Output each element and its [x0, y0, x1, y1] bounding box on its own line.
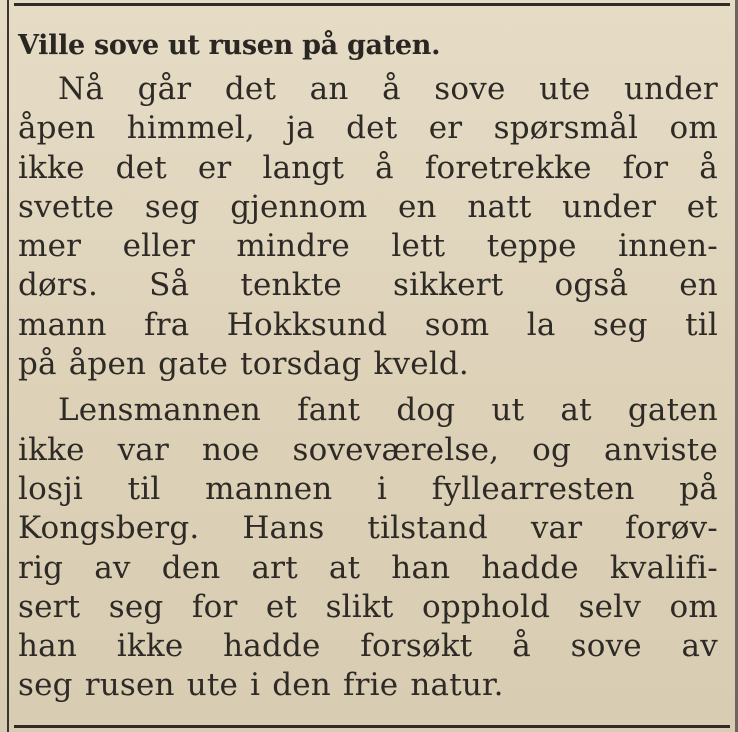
word: Hokksund [226, 306, 388, 343]
word: spørsmål [493, 110, 639, 147]
word: eller [122, 228, 195, 265]
word: en [398, 188, 437, 225]
word: var [117, 431, 170, 468]
word: an [309, 71, 349, 107]
word: Hans [242, 510, 325, 547]
word: mannen [205, 470, 333, 507]
word: kveld. [373, 346, 469, 383]
word: sikkert [392, 267, 504, 304]
word: på [679, 470, 718, 507]
word: til [685, 306, 718, 343]
word: mer [18, 228, 82, 265]
word: seg [108, 588, 164, 625]
word: er [197, 149, 232, 186]
word: seg [18, 667, 73, 704]
word: at [328, 549, 361, 586]
word: for [191, 588, 238, 625]
word: som [424, 306, 490, 343]
word: noe [201, 431, 260, 468]
word: og [532, 431, 572, 468]
text-line [18, 627, 718, 666]
word: han [391, 549, 451, 586]
word: i [250, 667, 261, 704]
word: også [554, 267, 629, 304]
word: hadde [481, 549, 579, 586]
word: til [127, 470, 161, 507]
word: på [18, 346, 57, 383]
word: rig [18, 549, 64, 586]
word: for [622, 149, 669, 186]
word: Lensmannen [58, 392, 261, 429]
word: frie [342, 667, 399, 704]
word: under [562, 188, 657, 225]
word: Så [149, 267, 190, 304]
word: foretrekke [424, 149, 592, 186]
text-line [18, 666, 718, 705]
word: om [669, 588, 718, 625]
word: art [251, 549, 298, 586]
text-line [18, 227, 718, 266]
word: var [530, 510, 583, 547]
word: Nå [58, 71, 105, 107]
word: å [382, 71, 401, 107]
text-line [18, 549, 718, 588]
word: soveværelse, [292, 431, 500, 468]
word: gaten [627, 392, 718, 429]
article [18, 26, 718, 706]
word: fra [144, 306, 190, 343]
top-rule [14, 3, 730, 6]
word: ute [186, 667, 239, 704]
text-line [18, 188, 718, 227]
text-line [18, 431, 718, 470]
word: åpen [18, 110, 96, 147]
word: slikt [325, 588, 394, 625]
word: tenkte [240, 267, 342, 304]
word: gate [158, 346, 229, 383]
word: ikke [18, 149, 85, 186]
text-line [18, 345, 718, 384]
word: om [669, 110, 718, 147]
word: selv [578, 588, 642, 625]
word: han [18, 628, 78, 665]
word: ja [286, 110, 315, 147]
word: natur. [410, 667, 504, 704]
word: mann [18, 306, 107, 343]
word: i [377, 470, 388, 507]
word: forøv- [625, 510, 718, 547]
word: lett [391, 228, 446, 265]
word: fyllearresten [431, 470, 635, 507]
word: torsdag [240, 346, 362, 383]
word: gjennom [230, 188, 368, 225]
word: innen- [618, 228, 718, 265]
word: å [512, 628, 531, 665]
word: anviste [604, 431, 718, 468]
word: Kongsberg. [18, 510, 200, 547]
text-line [18, 109, 718, 148]
word: det [346, 110, 398, 147]
word: forsøkt [360, 628, 473, 665]
text-line [18, 149, 718, 188]
word: sove [434, 71, 506, 107]
text-line [18, 509, 718, 548]
word: å [699, 149, 718, 186]
word: natt [467, 188, 532, 225]
word: går [137, 71, 192, 107]
word: en [679, 267, 718, 304]
word: åpen [68, 346, 147, 383]
word: svette [18, 188, 115, 225]
word: ikke [116, 628, 184, 665]
word: teppe [486, 228, 577, 265]
text-line [18, 470, 718, 509]
word: å [375, 149, 394, 186]
word: mindre [236, 228, 350, 265]
word: dog [396, 392, 456, 429]
word: sert [18, 588, 81, 625]
word: under [624, 71, 718, 107]
word: fant [297, 392, 361, 429]
headline: Ville sove ut rusen på gaten. [18, 30, 441, 61]
bottom-rule [14, 725, 730, 728]
word: opphold [422, 588, 551, 625]
word: rusen [84, 667, 175, 704]
word: av [94, 549, 131, 586]
text-line [18, 70, 718, 109]
word: er [428, 110, 463, 147]
word: langt [262, 149, 345, 186]
word: ikke [18, 431, 85, 468]
word: seg [592, 306, 648, 343]
word: kvalifi- [609, 549, 718, 586]
word: sove [570, 628, 642, 665]
word: himmel, [126, 110, 255, 147]
word: av [681, 628, 718, 665]
text-line [18, 306, 718, 345]
paragraph-gap [18, 384, 718, 391]
text-line [18, 588, 718, 627]
text-line [18, 266, 718, 305]
word: den [161, 549, 221, 586]
word: det [224, 71, 277, 107]
word: ut [491, 392, 525, 429]
word: losji [18, 470, 84, 507]
word: at [560, 392, 592, 429]
word: dørs. [18, 267, 99, 304]
word: det [115, 149, 167, 186]
word: hadde [223, 628, 321, 665]
text-line [18, 391, 718, 430]
left-rule [7, 0, 9, 732]
word: la [526, 306, 556, 343]
word: seg [144, 188, 200, 225]
word: tilstand [367, 510, 488, 547]
word: et [265, 588, 298, 625]
word: ute [539, 71, 591, 107]
paragraph-2 [18, 391, 718, 705]
paragraph-1 [18, 70, 718, 384]
word: den [272, 667, 331, 704]
word: et [686, 188, 718, 225]
